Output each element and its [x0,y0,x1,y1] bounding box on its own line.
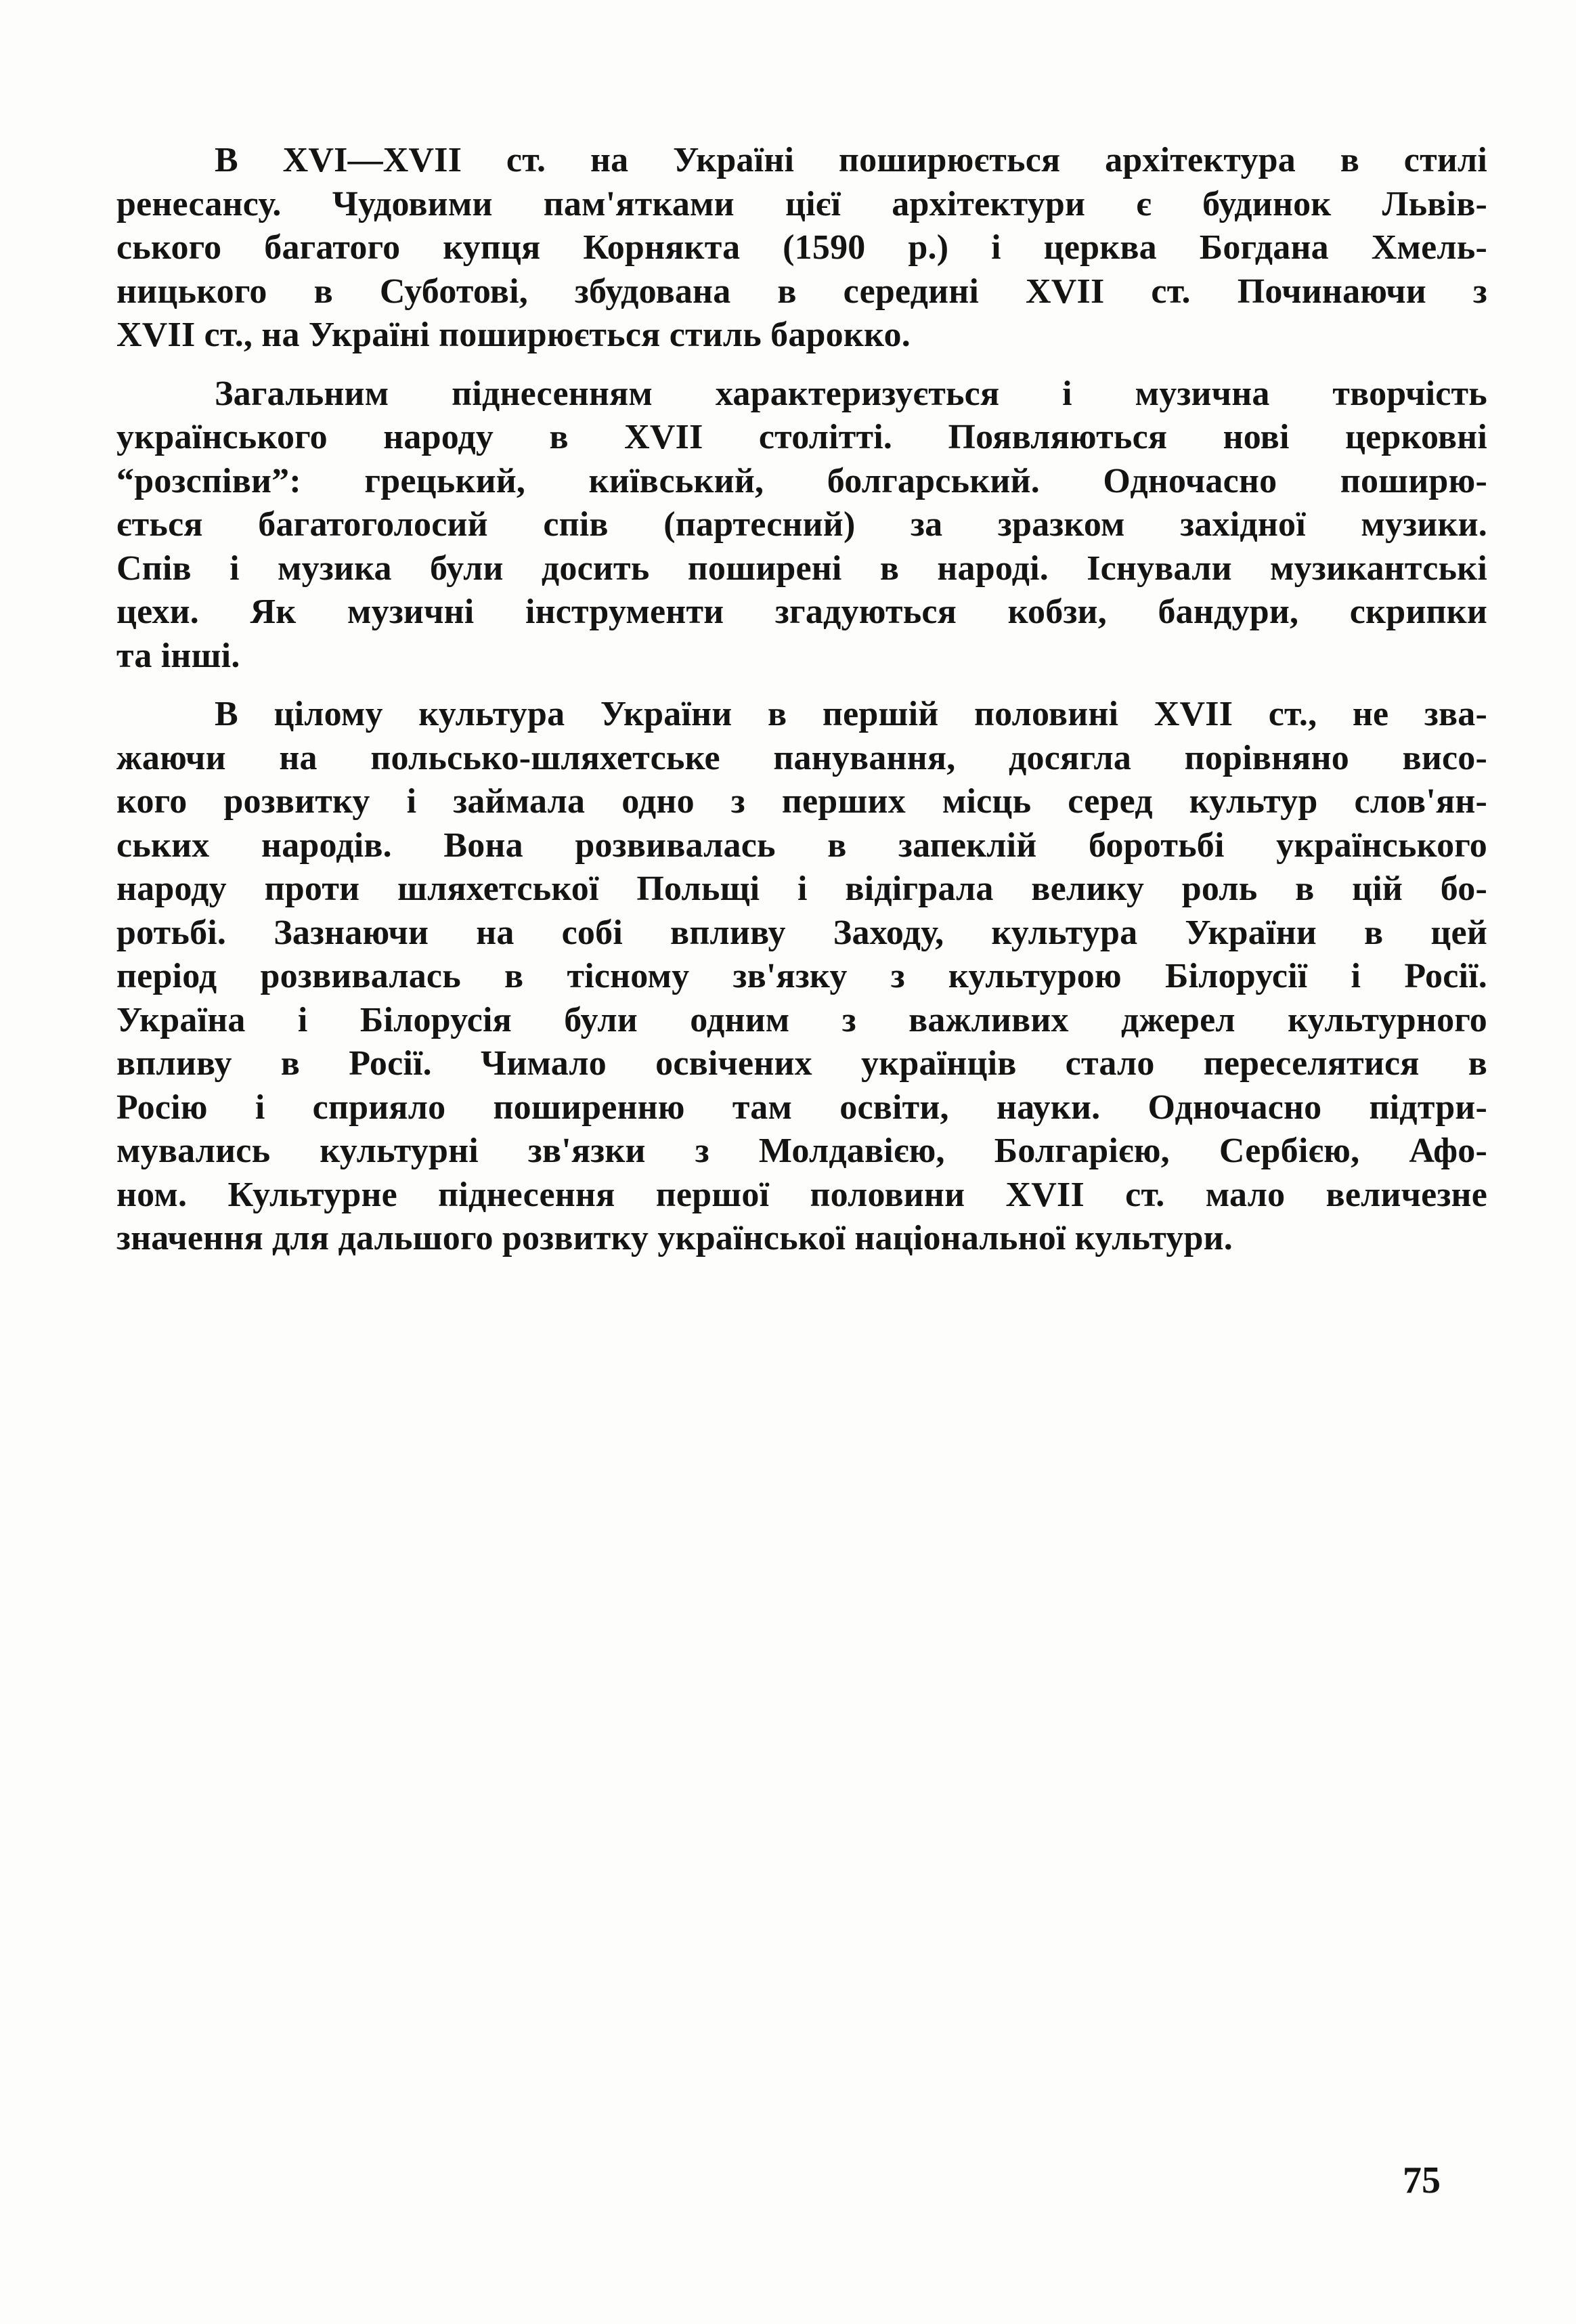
text-line: “розспіви”: грецький, київський, болгарський. Одночасно поширю- [116,461,1487,500]
paragraph-culture [116,693,1487,1261]
text-line: ського багатого купця Корнякта (1590 р.) і церква Богдана Хмель- [116,228,1487,267]
text-line: жаючи на польсько-шляхетське панування, досягла порівняно висо- [116,738,1487,777]
text-line: та інші. [116,636,240,675]
text-line: період розвивалась в тісному зв'язку з культурою Білорусії і Росії. [116,957,1487,995]
text-line: Спів і музика були досить поширені в народі. Існували музикантські [116,548,1487,588]
text-line: цехи. Як музичні інструменти згадуються кобзи, бандури, скрипки [116,593,1487,631]
text-line: ротьбі. Зазнаючи на собі впливу Заходу, культура України в цей [116,913,1487,952]
text-line: значення для дальшого розвитку української національної культури. [116,1219,1233,1257]
text-line: Україна і Білорусія були одним з важливих джерел культурного [116,1000,1487,1039]
text-line: ється багатоголосий спів (партесний) за зразком західної музики. [116,505,1487,544]
text-line: В цілому культура України в першій половині XVII ст., не зва- [215,695,1487,733]
text-line: XVII ст., на Україні поширюється стиль барокко. [116,316,911,354]
main-text [116,139,1487,1261]
text-line: ських народів. Вона розвивалась в запеклій боротьбі українського [116,825,1487,865]
text-line: ном. Культурне піднесення першої половини XVII ст. мало величезне [116,1175,1487,1214]
text-line: мувались культурні зв'язки з Молдавією, Болгарією, Сербією, Афо- [116,1132,1487,1170]
text-line: народу проти шляхетської Польщі і відіграла велику роль в цій бо- [116,869,1487,908]
text-line: В XVI—XVII ст. на Україні поширюється архітектура в стилі [215,141,1487,179]
text-line: впливу в Росії. Чимало освічених українців стало переселятися в [116,1044,1487,1083]
text-line: Росію і сприяло поширенню там освіти, науки. Одночасно підтри- [116,1088,1487,1127]
paragraph-architecture [116,139,1487,358]
text-line: кого розвитку і займала одно з перших місць серед культур слов'ян- [116,782,1487,821]
text-line: ницького в Суботові, збудована в середині XVII ст. Починаючи з [116,272,1487,311]
page-number: 75 [1403,2159,1441,2201]
text-line: ренесансу. Чудовими пам'ятками цієї архітектури є будинок Львів- [116,184,1487,223]
text-line: Загальним піднесенням характеризується і музична творчість [215,374,1487,413]
text-line: українського народу в XVII столітті. Появляються нові церковні [116,418,1487,456]
paragraph-music [116,372,1487,679]
